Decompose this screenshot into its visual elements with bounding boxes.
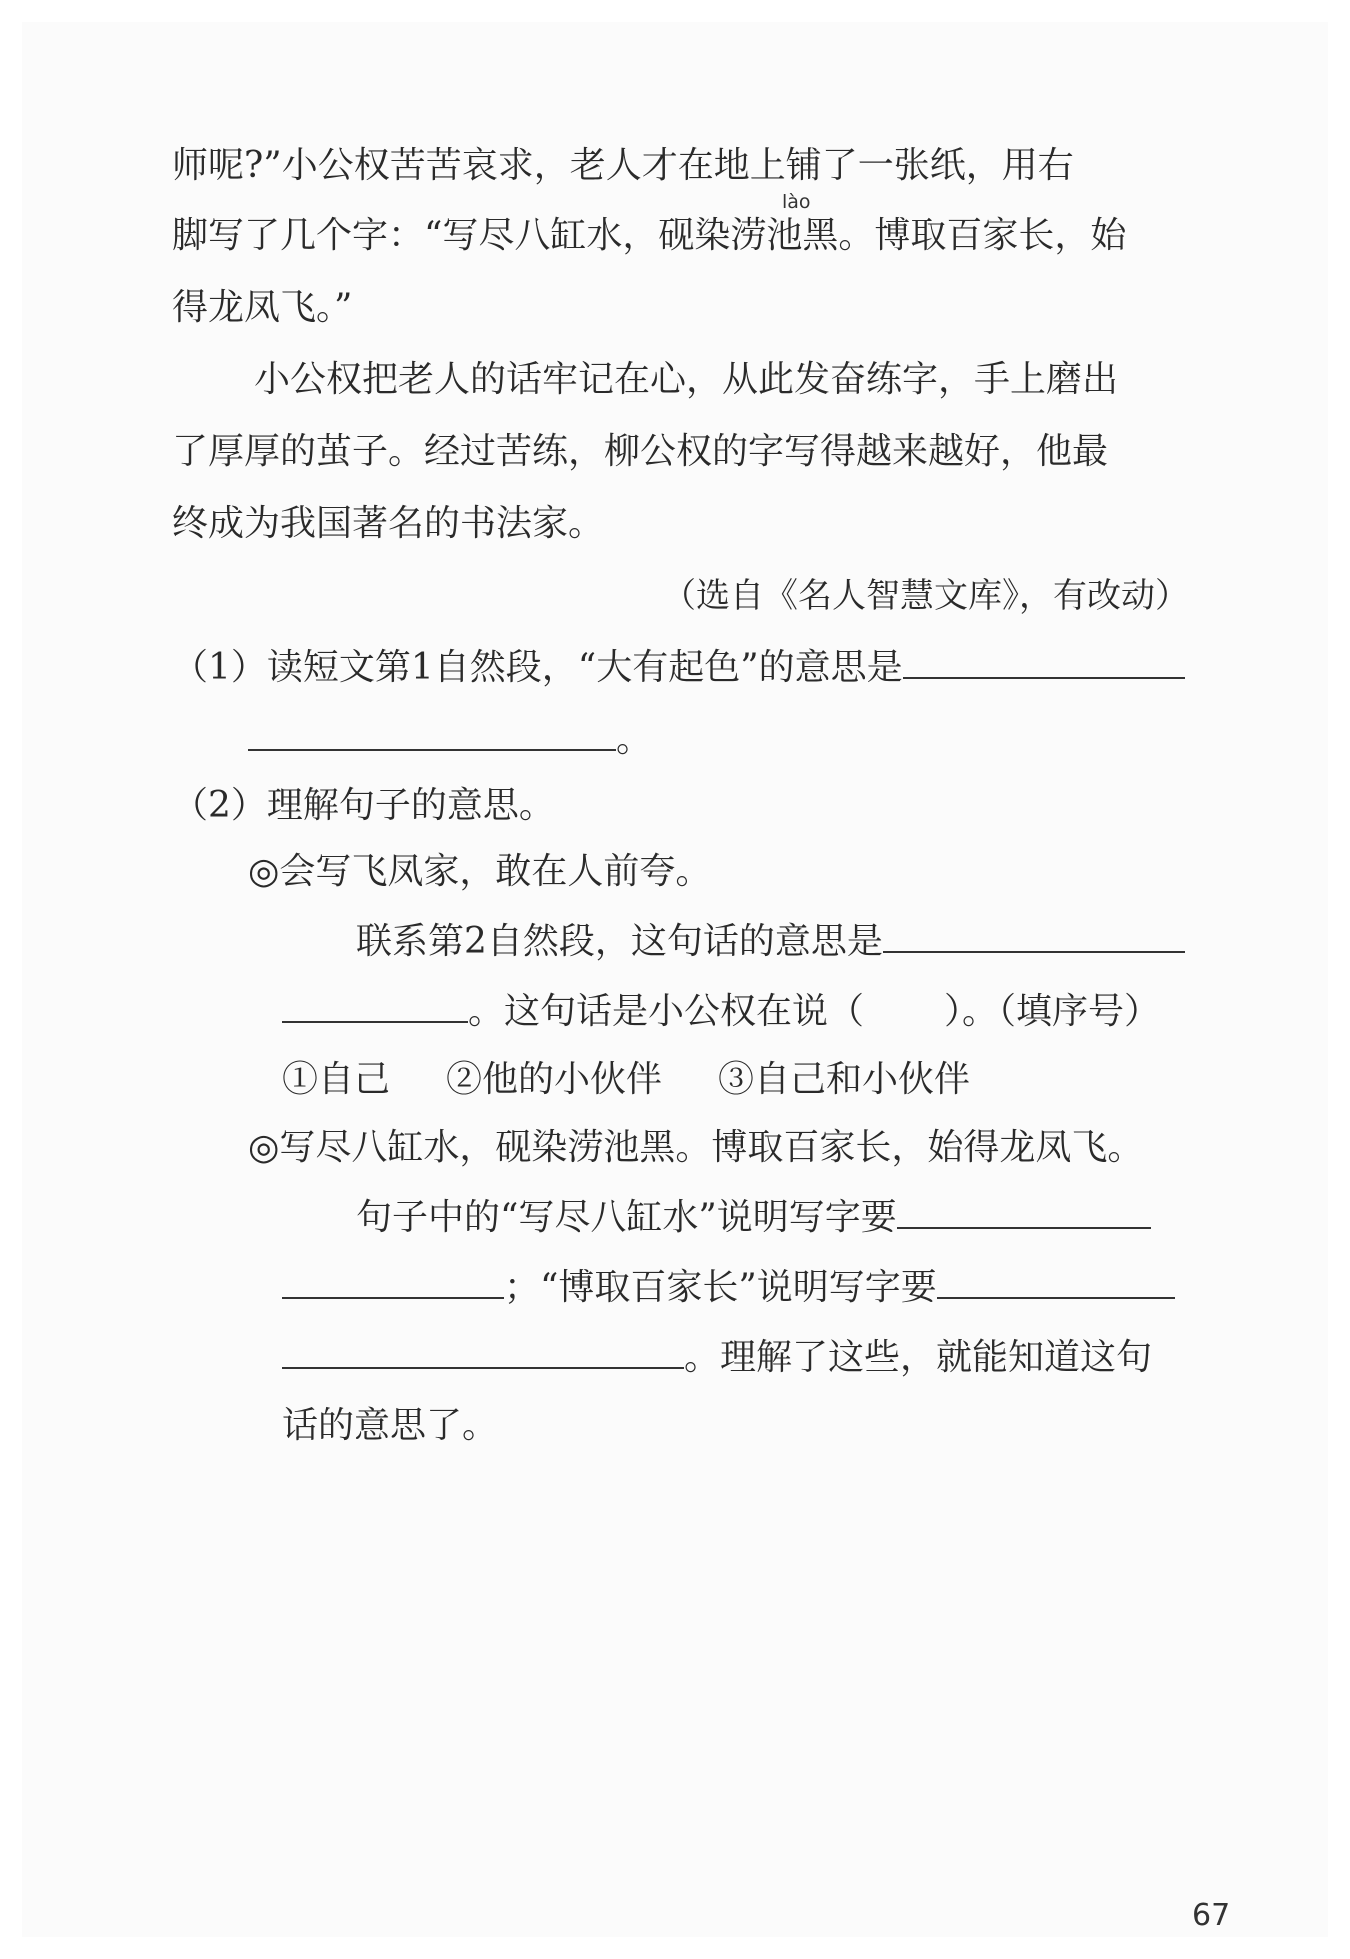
- sentence-1-continued: [282, 990, 1160, 1034]
- sentence-2-tail: [282, 1336, 1152, 1380]
- sentence-2-mid-text: ；“博取百家长”说明写字要: [504, 1267, 937, 1308]
- answer-blank-1a[interactable]: [903, 647, 1185, 679]
- answer-blank-2b[interactable]: [282, 991, 468, 1023]
- story-line-2: 脚写了几个字：“写尽八缸水，砚染涝池黑。博取百家长，始: [172, 215, 1127, 256]
- sentence-2-last: 话的意思了。: [282, 1405, 499, 1446]
- story-line-5: 了厚厚的茧子。经过苦练，柳公权的字写得越来越好，他最: [172, 431, 1109, 472]
- sentence-2-tail-text: 。理解了这些，就能知道这句: [684, 1337, 1153, 1378]
- sentence-1-cont-b: ）。（填序号）: [944, 991, 1161, 1032]
- story-line-1: 师呢?”小公权苦苦哀求，老人才在地上铺了一张纸，用右: [172, 145, 1074, 186]
- answer-blank-1b[interactable]: [248, 719, 616, 751]
- answer-blank-3b[interactable]: [282, 1267, 504, 1299]
- sentence-2-mid: [282, 1266, 1175, 1310]
- pinyin-annotation-lao: lào: [782, 191, 811, 213]
- sentence-1-prompt: [356, 920, 1185, 964]
- page-number: 67: [1192, 1898, 1231, 1933]
- story-line-3: 得龙凤飞。”: [172, 287, 353, 328]
- sentence-1-cont-a: 。这句话是小公权在说（: [468, 991, 865, 1032]
- sentence-2: ◎写尽八缸水，砚染涝池黑。博取百家长，始得龙凤飞。: [248, 1127, 1144, 1168]
- answer-blank-3d[interactable]: [282, 1337, 684, 1369]
- option-list: [282, 1058, 1026, 1102]
- sentence-1: ◎会写飞凤家，敢在人前夸。: [248, 851, 712, 892]
- source-citation: （选自《名人智慧文库》，有改动）: [662, 576, 1189, 616]
- question-1-text: （1）读短文第1自然段，“大有起色”的意思是: [172, 647, 903, 688]
- sentence-2-prompt-text: 句子中的“写尽八缸水”说明写字要: [356, 1197, 897, 1238]
- question-1-continued: [248, 718, 652, 762]
- sentence-1-prompt-text: 联系第2自然段，这句话的意思是: [356, 921, 883, 962]
- question-1: [172, 646, 1185, 690]
- story-line-4: 小公权把老人的话牢记在心，从此发奋练字，手上磨出: [254, 359, 1119, 400]
- answer-blank-3c[interactable]: [937, 1267, 1175, 1299]
- answer-blank-3a[interactable]: [897, 1197, 1151, 1229]
- question-2-title: （2）理解句子的意思。: [172, 785, 555, 826]
- story-line-6: 终成为我国著名的书法家。: [172, 503, 605, 544]
- option-3: ③自己和小伙伴: [718, 1059, 971, 1100]
- answer-blank-2a[interactable]: [883, 921, 1185, 953]
- option-1: ①自己: [282, 1059, 391, 1100]
- sentence-2-prompt: [356, 1196, 1151, 1240]
- option-2: ②他的小伙伴: [446, 1059, 663, 1100]
- question-1-end: 。: [616, 719, 653, 760]
